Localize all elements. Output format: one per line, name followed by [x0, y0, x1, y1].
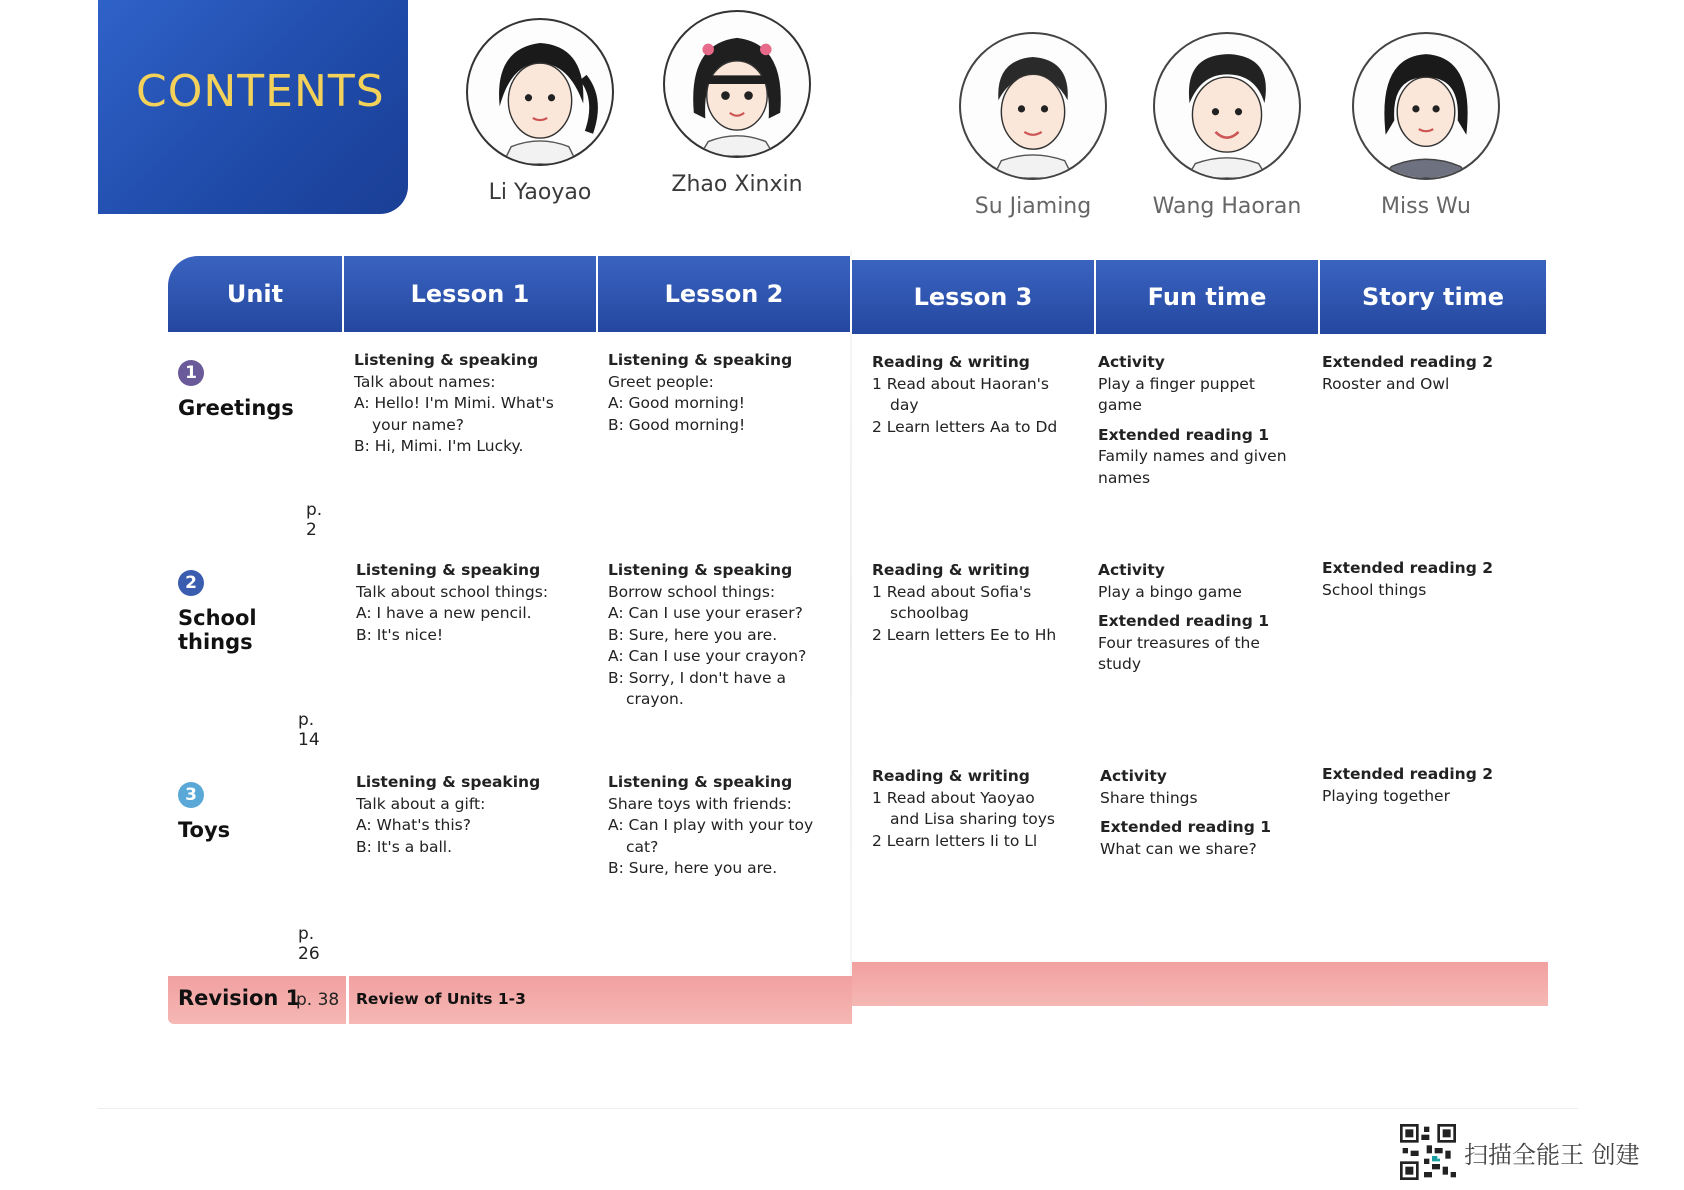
- cell-heading: Extended reading 1: [1098, 425, 1269, 444]
- cell-line: 2 Learn letters Ee to Hh: [872, 625, 1057, 644]
- cell-line: B: Good morning!: [608, 415, 746, 434]
- unit-number-badge: 3: [178, 782, 204, 808]
- column-header-funtime: Fun time: [1096, 260, 1320, 334]
- table-header: [168, 256, 1546, 332]
- column-header-unit: Unit: [168, 256, 344, 332]
- portrait-su-jiaming: [959, 32, 1107, 180]
- cell-heading: Activity: [1100, 767, 1167, 785]
- cell-heading: Extended reading 2: [1322, 765, 1493, 783]
- cell-line: A: I have a new pencil.: [356, 604, 532, 622]
- cell-line: A: Can I play with your toy: [608, 816, 814, 834]
- cell-line: Share toys with friends:: [608, 794, 792, 813]
- unit-title: School things: [178, 606, 257, 654]
- cell-heading: Reading & writing: [872, 767, 1030, 785]
- cell-heading: Reading & writing: [872, 353, 1030, 371]
- cell-line: 1 Read about Haoran's: [872, 374, 1049, 393]
- cell-line: B: Sure, here you are.: [608, 859, 778, 877]
- cell-heading: Extended reading 2: [1322, 559, 1493, 577]
- character-miss-wu: [1346, 32, 1506, 219]
- cell-line: study: [1098, 655, 1141, 673]
- cell-line: What can we share?: [1100, 839, 1257, 858]
- unit-title: Greetings: [178, 396, 294, 420]
- cell-line: School things: [1322, 580, 1427, 599]
- character-name: Li Yaoyao: [488, 180, 592, 205]
- cell-line: names: [1098, 468, 1151, 487]
- cell-line: 1 Read about Sofia's: [872, 582, 1032, 601]
- contents-banner: [98, 0, 408, 214]
- character-name: Su Jiaming: [974, 194, 1092, 219]
- unit-page: p. 2: [306, 500, 323, 540]
- contents-title: CONTENTS: [136, 66, 385, 117]
- lesson1-cell: [356, 772, 592, 858]
- cell-line: Four treasures of the: [1098, 633, 1260, 652]
- cell-heading: Extended reading 1: [1100, 818, 1271, 836]
- lesson1-cell: [354, 350, 590, 458]
- cell-heading: Listening & speaking: [354, 351, 539, 369]
- character-name: Wang Haoran: [1152, 194, 1302, 219]
- cell-line: and Lisa sharing toys: [890, 810, 1056, 828]
- qr-code-icon: [1400, 1124, 1456, 1180]
- revision-title: Revision 1: [178, 986, 301, 1010]
- cell-line: Play a bingo game: [1098, 582, 1242, 601]
- cell-heading: Extended reading 2: [1322, 353, 1493, 371]
- column-header-lesson1: Lesson 1: [344, 256, 598, 332]
- cell-line: Borrow school things:: [608, 582, 776, 601]
- funtime-cell: [1100, 766, 1312, 860]
- revision-page: p. 38: [296, 990, 340, 1010]
- spacer: [1100, 809, 1312, 817]
- cell-line: Family names and given: [1098, 447, 1287, 465]
- portrait-miss-wu: [1352, 32, 1500, 180]
- cell-heading: Reading & writing: [872, 561, 1030, 579]
- cell-line: B: Hi, Mimi. I'm Lucky.: [354, 437, 524, 455]
- scanner-watermark: [1400, 1124, 1640, 1180]
- cell-line: cat?: [626, 837, 659, 856]
- funtime-cell: [1098, 352, 1310, 489]
- cell-line: A: Good morning!: [608, 394, 745, 412]
- lesson2-cell: [608, 350, 844, 436]
- cell-heading: Listening & speaking: [608, 351, 793, 369]
- funtime-cell: [1098, 560, 1310, 676]
- storytime-cell: [1322, 558, 1542, 601]
- cell-line: schoolbag: [890, 604, 969, 622]
- lesson2-cell: [608, 772, 844, 880]
- cell-line: B: It's a ball.: [356, 837, 452, 856]
- lesson2-cell: [608, 560, 844, 711]
- revision-review: Review of Units 1-3: [356, 990, 526, 1008]
- spacer: [1098, 417, 1310, 425]
- cell-heading: Activity: [1098, 353, 1165, 371]
- cell-line: Talk about school things:: [356, 582, 549, 601]
- cell-heading: Extended reading 1: [1098, 612, 1269, 630]
- page-fold: [850, 250, 852, 1020]
- bottom-rule: [98, 1108, 1578, 1109]
- cell-line: A: What's this?: [356, 816, 471, 834]
- cell-heading: Listening & speaking: [356, 561, 541, 579]
- unit-page: p. 26: [298, 924, 320, 964]
- character-name: Zhao Xinxin: [671, 172, 803, 197]
- lesson3-cell: [872, 560, 1102, 646]
- cell-line: Greet people:: [608, 372, 714, 391]
- cell-heading: Listening & speaking: [608, 561, 793, 579]
- cell-line: Playing together: [1322, 786, 1450, 805]
- revision-divider: [346, 976, 349, 1024]
- column-header-lesson3: Lesson 3: [852, 260, 1096, 334]
- lesson3-cell: [872, 766, 1102, 852]
- scanner-text: 扫描全能王 创建: [1464, 1140, 1640, 1169]
- cell-line: Share things: [1100, 788, 1198, 807]
- lesson1-cell: [356, 560, 592, 646]
- cell-line: A: Can I use your crayon?: [608, 647, 807, 665]
- cell-line: A: Hello! I'm Mimi. What's: [354, 394, 554, 412]
- cell-line: 1 Read about Yaoyao: [872, 788, 1035, 807]
- cell-line: crayon.: [626, 690, 684, 708]
- cell-line: Talk about names:: [354, 372, 496, 391]
- cell-line: B: Sure, here you are.: [608, 625, 778, 644]
- cell-line: A: Can I use your eraser?: [608, 604, 803, 622]
- cell-line: Rooster and Owl: [1322, 374, 1450, 393]
- storytime-cell: [1322, 352, 1542, 395]
- cell-heading: Activity: [1098, 561, 1165, 579]
- cell-line: Talk about a gift:: [356, 794, 486, 813]
- storytime-cell: [1322, 764, 1542, 807]
- spacer: [1098, 603, 1310, 611]
- revision-bar-right: [852, 962, 1548, 1006]
- cell-heading: Listening & speaking: [356, 773, 541, 791]
- unit-number-badge: 2: [178, 570, 204, 596]
- cell-line: 2 Learn letters Aa to Dd: [872, 417, 1058, 436]
- character-li-yaoyao: [455, 18, 625, 205]
- cell-line: game: [1098, 396, 1142, 414]
- cell-line: B: Sorry, I don't have a: [608, 668, 786, 687]
- unit-page: p. 14: [298, 710, 320, 750]
- lesson3-cell: [872, 352, 1102, 438]
- cell-line: Play a finger puppet: [1098, 374, 1255, 393]
- portrait-li-yaoyao: [466, 18, 614, 166]
- cell-line: day: [890, 396, 919, 414]
- portrait-zhao-xinxin: [663, 10, 811, 158]
- cell-heading: Listening & speaking: [608, 773, 793, 791]
- column-header-storytime: Story time: [1320, 260, 1546, 334]
- column-header-lesson2: Lesson 2: [598, 256, 852, 332]
- character-su-jiaming: [953, 32, 1113, 219]
- cell-line: your name?: [372, 415, 464, 434]
- character-name: Miss Wu: [1381, 194, 1471, 219]
- portrait-wang-haoran: [1153, 32, 1301, 180]
- cell-line: B: It's nice!: [356, 625, 444, 644]
- cell-line: 2 Learn letters Ii to Ll: [872, 831, 1038, 850]
- revision-bar: [168, 976, 852, 1024]
- character-zhao-xinxin: [652, 10, 822, 197]
- unit-number-badge: 1: [178, 360, 204, 386]
- character-wang-haoran: [1142, 32, 1312, 219]
- unit-title: Toys: [178, 818, 231, 842]
